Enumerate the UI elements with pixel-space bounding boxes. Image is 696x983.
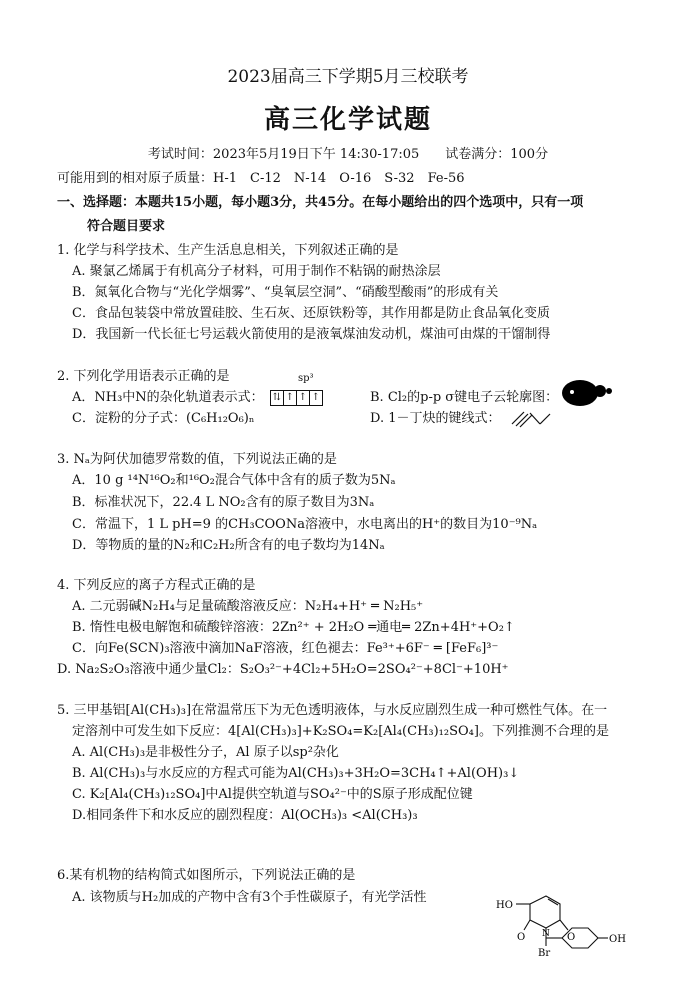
- q1-stem: 1. 化学与科学技术、生产生活息息相关，下列叙述正确的是: [57, 243, 399, 258]
- q3-stem: 3. Nₐ为阿伏加德罗常数的值，下列说法正确的是: [57, 452, 337, 467]
- q5-option-b: B. Al(CH₃)₃与水反应的方程式可能为Al(CH₃)₃+3H₂O=3CH₄↑+Al(OH)₃↓: [72, 766, 520, 781]
- section-instructions-1: 一、选择题：本题共15小题，每小题3分，共45分。在每小题给出的四个选项中，只有一项: [57, 195, 584, 210]
- nucleus-dot: [570, 390, 574, 394]
- q2-option-d: D. 1－丁炔的键线式：: [370, 411, 501, 426]
- q5-stem-2: 定溶剂中可发生如下反应：4[Al(CH₃)₃]+K₂SO₄=K₂[Al₄(CH₃)₁₂SO₄]。下列推测不合理的是: [72, 724, 609, 739]
- q5-option-c: C. K₂[Al₄(CH₃)₁₂SO₄]中Al提供空轨道与SO₄²⁻中的S原子形成配位键: [72, 787, 473, 802]
- struct-oh-label: OH: [609, 934, 626, 945]
- orbital-box: ↑: [311, 391, 321, 403]
- struct-o1-label: O: [517, 932, 526, 943]
- struct-o2-label: O: [567, 932, 576, 943]
- q3-option-c: C．常温下，1 L pH=9 的CH₃COONa溶液中，水电离出的H⁺的数目为10⁻⁹Nₐ: [72, 517, 538, 532]
- organic-structure-diagram: [490, 888, 650, 960]
- sp3-label: sp³: [298, 373, 314, 384]
- atomic-masses: 可能用到的相对原子质量：H-1 C-12 N-14 O-16 S-32 Fe-56: [57, 171, 465, 186]
- q5-stem-1: 5. 三甲基铝[Al(CH₃)₃]在常温常压下为无色透明液体，与水反应剧烈生成一种可燃性气体。在一: [57, 703, 608, 718]
- q1-option-c: C．食品包装袋中常放置硅胶、生石灰、还原铁粉等，其作用都是防止食品氧化变质: [72, 306, 550, 321]
- q6-option-a: A. 该物质与H₂加成的产物中含有3个手性碳原子，有光学活性: [72, 890, 427, 905]
- sigma-bond-orbital-diagram: [560, 378, 612, 408]
- q4-option-b: B. 惰性电极电解饱和硫酸锌溶液：2Zn²⁺ + 2H₂O ═通电═ 2Zn+4H⁺+O₂↑: [72, 620, 515, 635]
- q2-stem: 2. 下列化学用语表示正确的是: [57, 369, 230, 384]
- q5-option-a: A. Al(CH₃)₃是非极性分子，Al 原子以sp²杂化: [72, 745, 339, 760]
- q2-option-a: [72, 389, 323, 407]
- q3-option-d: D．等物质的量的N₂和C₂H₂所含有的电子数均为14Nₐ: [72, 538, 385, 553]
- q6-stem: 6.某有机物的结构简式如图所示，下列说法正确的是: [57, 868, 356, 883]
- orbital-lobe-large: [562, 380, 598, 406]
- orbital-lobe-small: [606, 388, 612, 394]
- q4-stem: 4. 下列反应的离子方程式正确的是: [57, 578, 256, 593]
- page-title: 高三化学试题: [263, 105, 432, 135]
- q3-option-a: A．10 g ¹⁴N¹⁶O₂和¹⁶O₂混合气体中含有的质子数为5Nₐ: [72, 473, 396, 488]
- struct-n-label: N: [542, 929, 550, 939]
- struct-br-label: Br: [538, 948, 551, 959]
- section-instructions-2: 符合题目要求: [87, 219, 166, 234]
- q1-option-d: D．我国新一代长征七号运载火箭使用的是液氧煤油发动机，煤油可由煤的干馏制得: [72, 327, 551, 342]
- orbital-box: ⇅: [271, 391, 284, 405]
- q1-option-b: B．氮氧化合物与“光化学烟雾”、“臭氧层空洞”、“硝酸型酸雨”的形成有关: [72, 285, 499, 300]
- orbital-box: ↑: [284, 391, 297, 405]
- exam-meta: 考试时间：2023年5月19日下午 14:30-17:05 试卷满分：100分: [147, 147, 549, 162]
- q4-option-a: A. 二元弱碱N₂H₄与足量硫酸溶液反应：N₂H₄+H⁺ ═ N₂H₅⁺: [72, 599, 424, 614]
- orbital-box-diagram: [270, 390, 323, 406]
- q1-option-a: A. 聚氯乙烯属于有机高分子材料，可用于制作不粘锅的耐热涂层: [72, 264, 441, 279]
- q4-option-d: D. Na₂S₂O₃溶液中通少量Cl₂：S₂O₃²⁻+4Cl₂+5H₂O=2SO₄²⁻+8Cl⁻+10H⁺: [57, 662, 509, 677]
- q2-option-a-text: A．NH₃中N的杂化轨道表示式：: [72, 390, 264, 405]
- struct-ho-label: HO: [496, 900, 513, 911]
- q2-option-c: C．淀粉的分子式：(C₆H₁₂O₆)ₙ: [72, 411, 255, 426]
- q4-option-c: C．向Fe(SCN)₃溶液中滴加NaF溶液，红色褪去：Fe³⁺+6F⁻ ═ [FeF₆]³⁻: [72, 641, 499, 656]
- q2-option-b: B. Cl₂的p-p σ键电子云轮廓图：: [370, 390, 559, 405]
- butyne-skeletal-formula: [510, 408, 552, 428]
- orbital-box: ↑: [297, 391, 310, 405]
- orbital-lobe-mid: [594, 385, 606, 397]
- q5-option-d: D.相同条件下和水反应的剧烈程度：Al(OCH₃)₃ <Al(CH₃)₃: [72, 808, 418, 823]
- q3-option-b: B．标准状况下，22.4 L NO₂含有的原子数目为3Nₐ: [72, 495, 375, 510]
- exam-name: 2023届高三下学期5月三校联考: [227, 67, 469, 87]
